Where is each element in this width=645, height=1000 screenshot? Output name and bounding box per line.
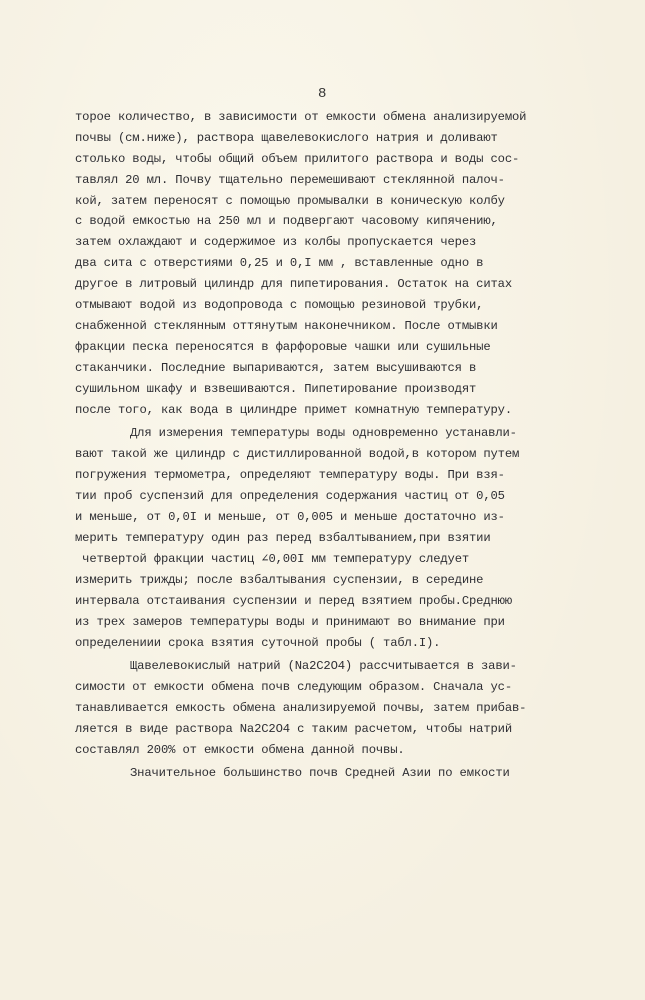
text-line: столько воды, чтобы общий объем прилитого раствора и воды сос- (75, 152, 520, 166)
text-line: определениии срока взятия суточной пробы ( табл.I). (75, 636, 441, 650)
paragraph-first-line: Значительное большинство почв Средней Азии по емкости (130, 766, 510, 780)
text-line: торое количество, в зависимости от емкости обмена анализируемой (75, 110, 527, 124)
text-line: с водой емкостью на 250 мл и подвергают часовому кипячению, (75, 214, 498, 228)
paragraph-first-line: Для измерения температуры воды одновременно устанавли- (130, 426, 517, 440)
text-line: из трех замеров температуры воды и принимают во внимание при (75, 615, 505, 629)
text-line: сушильном шкафу и взвешиваются. Пипетирование производят (75, 382, 477, 396)
page-number: 8 (318, 86, 327, 102)
text-line: вают такой же цилиндр с дистиллированной водой,в котором путем (75, 447, 520, 461)
text-line: кой, затем переносят с помощью промывалки в коническую колбу (75, 194, 505, 208)
text-line: четвертой фракции частиц ∠0,00I мм температуру следует (75, 552, 470, 566)
text-line: тавлял 20 мл. Почву тщательно перемешивают стеклянной палоч- (75, 173, 505, 187)
text-line: симости от емкости обмена почв следующим образом. Сначала ус- (75, 680, 512, 694)
text-line: интервала отстаивания суспензии и перед взятием пробы.Среднюю (75, 594, 512, 608)
text-line: снабженной стеклянным оттянутым наконечником. После отмывки (75, 319, 498, 333)
paragraph-first-line: Щавелевокислый натрий (Na2C2O4) рассчитывается в зави- (130, 659, 517, 673)
text-line: ляется в виде раствора Na2C2O4 с таким расчетом, чтобы натрий (75, 722, 512, 736)
text-line: затем охлаждают и содержимое из колбы пропускается через (75, 235, 477, 249)
text-line: составлял 200% от емкости обмена данной почвы. (75, 743, 405, 757)
text-line: отмывают водой из водопровода с помощью резиновой трубки, (75, 298, 484, 312)
text-line: почвы (см.ниже), раствора щавелевокислого натрия и доливают (75, 131, 498, 145)
text-line: измерить трижды; после взбалтывания суспензии, в середине (75, 573, 484, 587)
text-line: стаканчики. Последние выпариваются, затем высушиваются в (75, 361, 477, 375)
text-line: два сита с отверстиями 0,25 и 0,I мм , вставленные одно в (75, 256, 484, 270)
text-line: погружения термометра, определяют температуру воды. При взя- (75, 468, 505, 482)
text-line: мерить температуру один раз перед взбалтыванием,при взятии (75, 531, 491, 545)
text-line: тии проб суспензий для определения содержания частиц от 0,05 (75, 489, 505, 503)
text-line: другое в литровый цилиндр для пипетирования. Остаток на ситах (75, 277, 512, 291)
text-line: фракции песка переносятся в фарфоровые чашки или сушильные (75, 340, 491, 354)
text-line: и меньше, от 0,0I и меньше, от 0,005 и меньше достаточно из- (75, 510, 505, 524)
text-line: после того, как вода в цилиндре примет комнатную температуру. (75, 403, 512, 417)
text-line: танавливается емкость обмена анализируемой почвы, затем прибав- (75, 701, 527, 715)
